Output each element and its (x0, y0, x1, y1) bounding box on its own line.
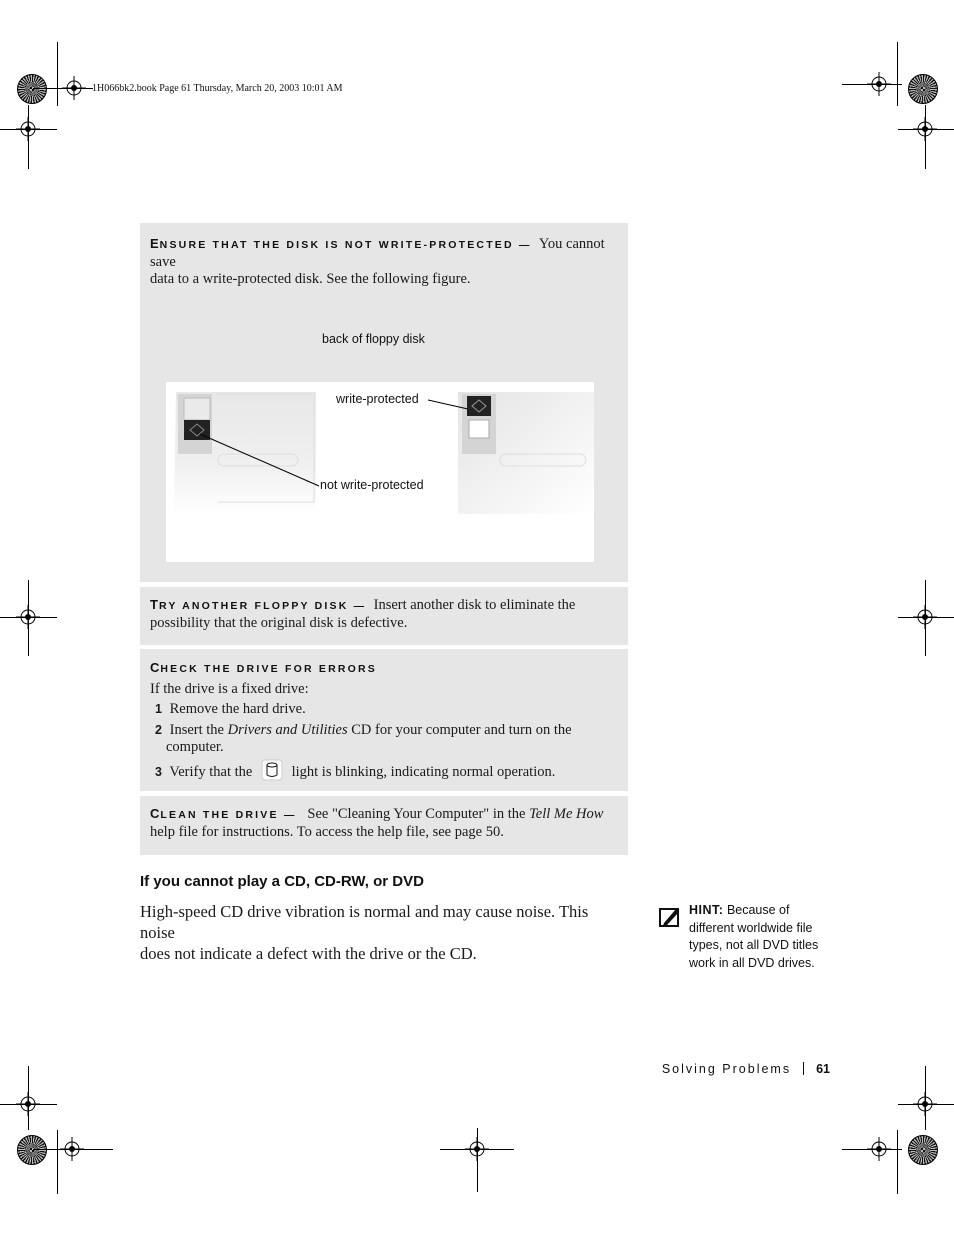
step-1: 1 Remove the hard drive. (155, 701, 306, 717)
registration-crosshair-icon (60, 1137, 84, 1161)
figure-caption: back of floppy disk (322, 332, 425, 346)
registration-rosette (908, 1135, 938, 1165)
label-write-protected: write-protected (336, 392, 419, 406)
registration-crosshair-icon (16, 605, 40, 629)
step-2: 2 Insert the Drivers and Utilities CD for your computer and turn on the computer. (155, 722, 572, 755)
write-protect-panel (140, 223, 628, 582)
write-protect-text: ENSURE THAT THE DISK IS NOT WRITE-PROTECTED — You cannot save data to a write-protected disk. See the following figure. (150, 236, 605, 287)
step-3: 3 Verify that the light is blinking, indicating normal operation. (150, 759, 620, 786)
registration-rosette (17, 1135, 47, 1165)
registration-crosshair-icon (867, 72, 891, 96)
registration-crosshair-icon (913, 1092, 937, 1116)
try-another-panel: TRY ANOTHER FLOPPY DISK — Insert another disk to eliminate the possibility that the original disk is defective. (140, 587, 628, 645)
print-header: 1H066bk2.book Page 61 Thursday, March 20, 2003 10:01 AM (92, 83, 343, 94)
hard-drive-icon (261, 759, 283, 786)
registration-crosshair-icon (16, 1092, 40, 1116)
try-another-heading: TRY ANOTHER FLOPPY DISK — (150, 597, 367, 612)
page-footer (662, 1062, 830, 1076)
page-number: 61 (816, 1062, 830, 1076)
hint-note: HINT: Because of different worldwide file types, not all DVD titles work in all DVD drives. (689, 903, 819, 970)
check-drive-intro: If the drive is a fixed drive: (150, 681, 309, 697)
check-drive-heading: CHECK THE DRIVE FOR ERRORS (150, 660, 377, 675)
registration-crosshair-icon (16, 117, 40, 141)
section-title: If you cannot play a CD, CD-RW, or DVD (140, 873, 424, 890)
clean-drive-panel: CLEAN THE DRIVE — See "Cleaning Your Computer" in the Tell Me How help file for instructions. To access the help file, see page 50. (140, 796, 628, 855)
clean-drive-heading: CLEAN THE DRIVE — (150, 806, 297, 821)
registration-rosette (908, 74, 938, 104)
section-paragraph: High-speed CD drive vibration is normal and may cause noise. This noise does not indicate a defect with the drive or the CD. (140, 902, 589, 963)
hint-label: HINT: (689, 903, 724, 917)
registration-crosshair-icon (62, 76, 86, 100)
floppy-disk-figure (166, 382, 594, 562)
registration-crosshair-icon (913, 117, 937, 141)
registration-crosshair-icon (913, 605, 937, 629)
check-drive-panel (140, 649, 628, 791)
registration-crosshair-icon (465, 1137, 489, 1161)
registration-crosshair-icon (867, 1137, 891, 1161)
registration-rosette (17, 74, 47, 104)
floppy-disk-illustration (166, 382, 594, 562)
note-pencil-icon (659, 906, 681, 928)
write-protect-heading: ENSURE THAT THE DISK IS NOT WRITE-PROTECTED — (150, 236, 532, 251)
label-not-write-protected: not write-protected (320, 478, 424, 492)
footer-section: Solving Problems (661, 1062, 792, 1076)
